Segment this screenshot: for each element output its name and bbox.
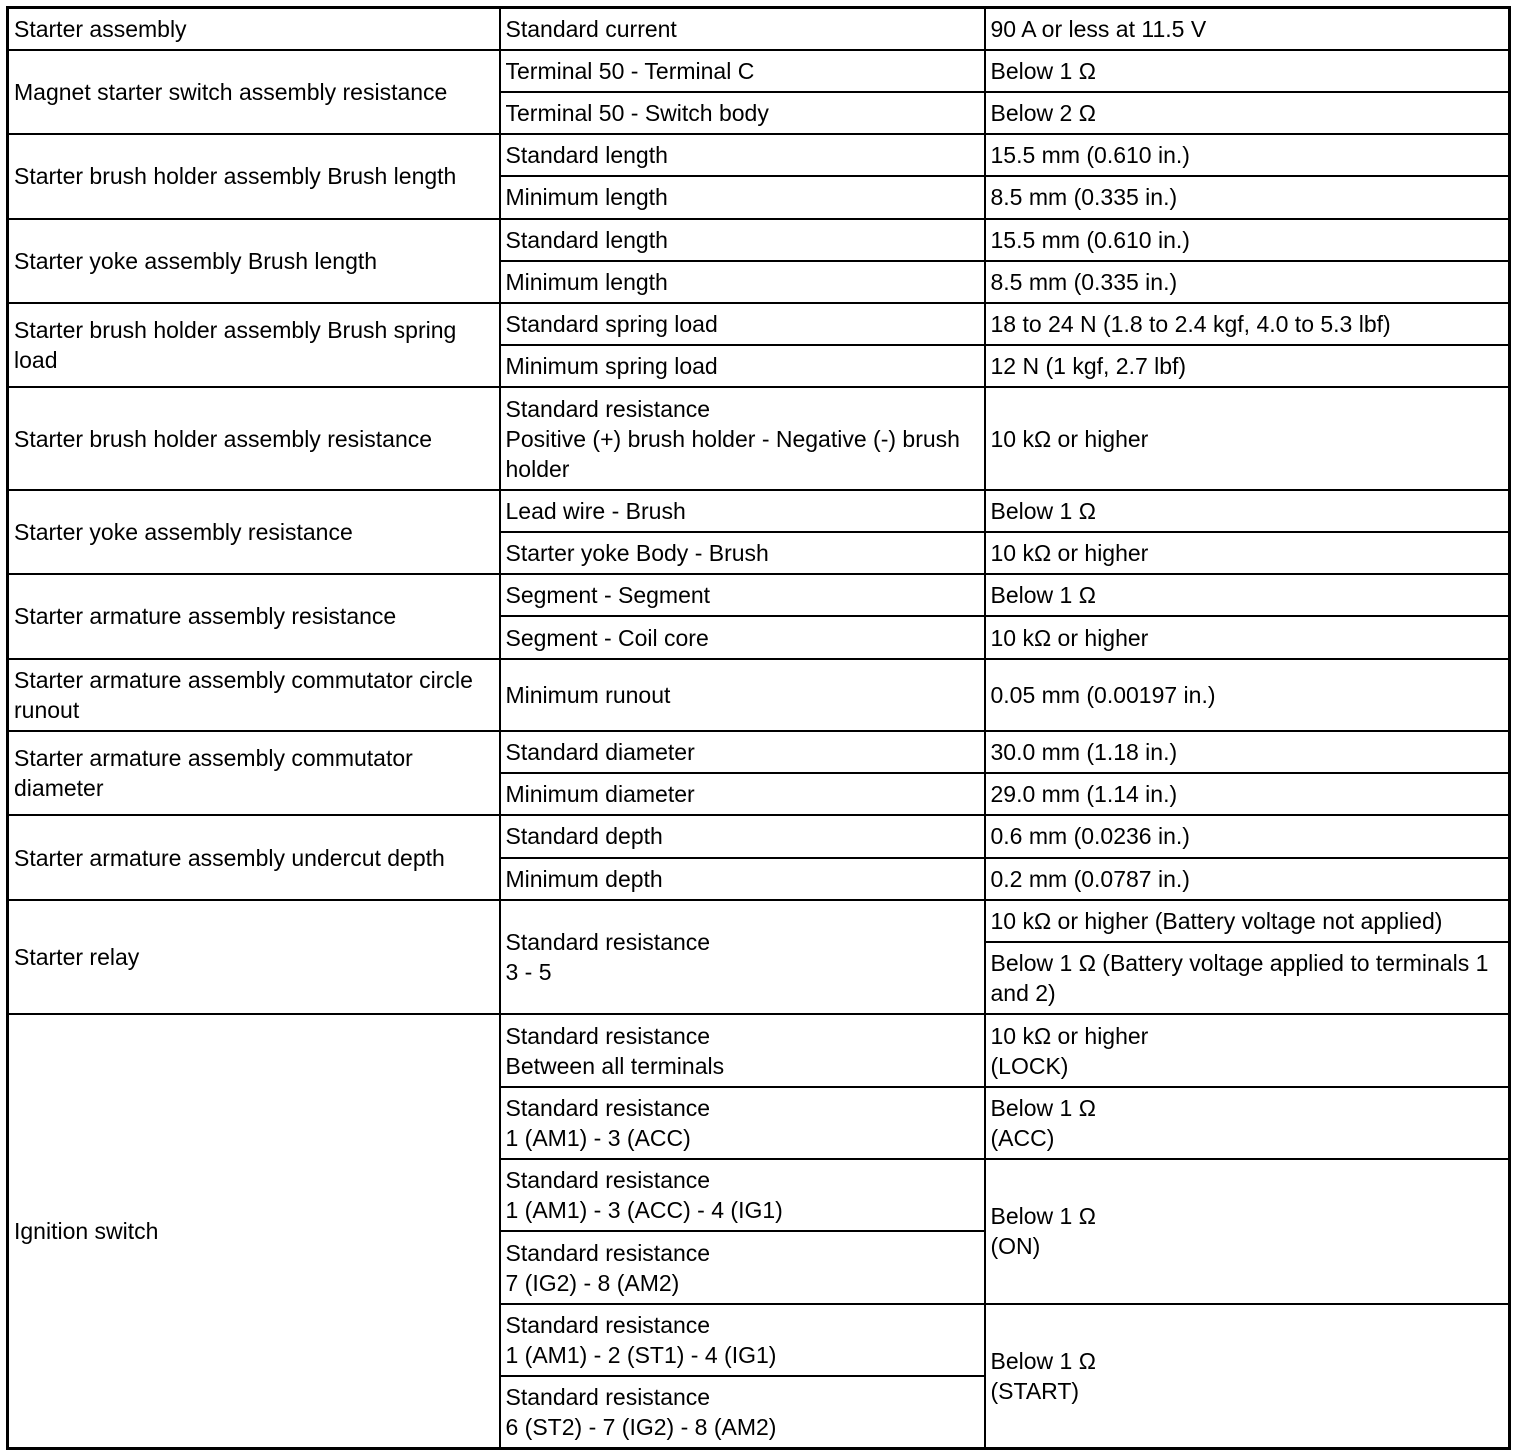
condition-cell: Standard length <box>500 219 985 261</box>
spec-cell: 10 kΩ or higher <box>985 387 1510 489</box>
item-cell: Starter armature assembly commutator diameter <box>8 731 500 815</box>
condition-cell <box>500 1087 985 1159</box>
condition-line: Standard resistance <box>505 1239 711 1266</box>
item-cell: Starter relay <box>8 900 500 1015</box>
spec-cell: 15.5 mm (0.610 in.) <box>985 134 1510 176</box>
spec-cell: 10 kΩ or higher <box>985 616 1510 658</box>
item-cell: Starter armature assembly undercut depth <box>8 815 500 899</box>
condition-cell: Segment - Coil core <box>500 616 985 658</box>
item-cell: Magnet starter switch assembly resistance <box>8 50 500 134</box>
spec-value: 10 kΩ or higher <box>990 1022 1149 1049</box>
spec-cell: Below 1 Ω <box>985 490 1510 532</box>
spec-position: (ACC) <box>990 1124 1055 1151</box>
table-row <box>8 219 1510 261</box>
table-row <box>8 659 1510 731</box>
spec-cell <box>985 1159 1510 1304</box>
spec-cell: Below 2 Ω <box>985 92 1510 134</box>
table-row <box>8 50 1510 92</box>
condition-line: Standard resistance <box>505 1022 711 1049</box>
spec-cell: 8.5 mm (0.335 in.) <box>985 176 1510 218</box>
condition-cell: Standard spring load <box>500 303 985 345</box>
table-row <box>8 490 1510 532</box>
spec-cell: 30.0 mm (1.18 in.) <box>985 731 1510 773</box>
spec-cell: 12 N (1 kgf, 2.7 lbf) <box>985 345 1510 387</box>
condition-cell <box>500 1376 985 1448</box>
item-cell: Starter yoke assembly resistance <box>8 490 500 574</box>
item-cell: Ignition switch <box>8 1014 500 1448</box>
table-row <box>8 574 1510 616</box>
spec-value: Below 1 Ω <box>990 1203 1096 1230</box>
condition-line: 1 (AM1) - 3 (ACC) <box>505 1124 691 1151</box>
spec-cell: 18 to 24 N (1.8 to 2.4 kgf, 4.0 to 5.3 lbf) <box>985 303 1510 345</box>
condition-line: Standard resistance <box>505 1167 711 1194</box>
item-cell: Starter assembly <box>8 8 500 50</box>
condition-line: 3 - 5 <box>505 959 552 986</box>
table-row <box>8 303 1510 345</box>
spec-cell <box>985 1087 1510 1159</box>
condition-cell <box>500 1304 985 1376</box>
spec-cell: 8.5 mm (0.335 in.) <box>985 261 1510 303</box>
condition-cell: Standard length <box>500 134 985 176</box>
condition-cell: Terminal 50 - Terminal C <box>500 50 985 92</box>
condition-line: Between all terminals <box>505 1052 725 1079</box>
item-cell: Starter brush holder assembly Brush length <box>8 134 500 218</box>
condition-line: Standard resistance <box>505 1384 711 1411</box>
condition-cell: Minimum spring load <box>500 345 985 387</box>
spec-cell: Below 1 Ω <box>985 50 1510 92</box>
condition-line: Positive (+) brush holder - Negative (-) brush holder <box>505 425 960 482</box>
condition-cell <box>500 387 985 489</box>
table-row <box>8 387 1510 489</box>
spec-position: (LOCK) <box>990 1052 1069 1079</box>
condition-cell: Segment - Segment <box>500 574 985 616</box>
spec-cell: 0.05 mm (0.00197 in.) <box>985 659 1510 731</box>
condition-cell <box>500 1231 985 1303</box>
condition-cell: Minimum length <box>500 261 985 303</box>
condition-cell: Starter yoke Body - Brush <box>500 532 985 574</box>
condition-cell: Standard depth <box>500 815 985 857</box>
condition-line: Standard resistance <box>505 1094 711 1121</box>
spec-cell: 0.2 mm (0.0787 in.) <box>985 858 1510 900</box>
spec-cell: Below 1 Ω <box>985 574 1510 616</box>
table-row <box>8 900 1510 942</box>
condition-cell: Standard diameter <box>500 731 985 773</box>
condition-line: 7 (IG2) - 8 (AM2) <box>505 1269 680 1296</box>
spec-cell: 29.0 mm (1.14 in.) <box>985 773 1510 815</box>
spec-cell: 10 kΩ or higher <box>985 532 1510 574</box>
condition-cell: Standard current <box>500 8 985 50</box>
item-cell: Starter armature assembly resistance <box>8 574 500 658</box>
specification-table <box>6 6 1511 1450</box>
condition-cell <box>500 1014 985 1086</box>
spec-cell <box>985 1014 1510 1086</box>
condition-cell: Minimum length <box>500 176 985 218</box>
condition-cell <box>500 900 985 1015</box>
condition-cell: Minimum runout <box>500 659 985 731</box>
spec-cell: 15.5 mm (0.610 in.) <box>985 219 1510 261</box>
condition-line: 1 (AM1) - 2 (ST1) - 4 (IG1) <box>505 1341 777 1368</box>
spec-value: Below 1 Ω <box>990 1347 1096 1374</box>
spec-cell <box>985 1304 1510 1449</box>
condition-line: Standard resistance <box>505 1311 711 1338</box>
table-row <box>8 731 1510 773</box>
table-row <box>8 1014 1510 1086</box>
spec-position: (ON) <box>990 1233 1041 1260</box>
condition-line: Standard resistance <box>505 929 711 956</box>
spec-table-container <box>6 6 1506 1448</box>
table-row <box>8 8 1510 50</box>
condition-line: Standard resistance <box>505 395 711 422</box>
condition-line: 1 (AM1) - 3 (ACC) - 4 (IG1) <box>505 1197 783 1224</box>
spec-cell: 90 A or less at 11.5 V <box>985 8 1510 50</box>
spec-position: (START) <box>990 1377 1080 1404</box>
spec-cell: 0.6 mm (0.0236 in.) <box>985 815 1510 857</box>
item-cell: Starter brush holder assembly resistance <box>8 387 500 489</box>
table-row <box>8 134 1510 176</box>
condition-cell: Minimum diameter <box>500 773 985 815</box>
condition-cell: Minimum depth <box>500 858 985 900</box>
condition-line: 6 (ST2) - 7 (IG2) - 8 (AM2) <box>505 1414 777 1441</box>
spec-value: Below 1 Ω <box>990 1094 1096 1121</box>
condition-cell: Terminal 50 - Switch body <box>500 92 985 134</box>
item-cell: Starter brush holder assembly Brush spring load <box>8 303 500 387</box>
item-cell: Starter armature assembly commutator circle runout <box>8 659 500 731</box>
condition-cell: Lead wire - Brush <box>500 490 985 532</box>
condition-cell <box>500 1159 985 1231</box>
item-cell: Starter yoke assembly Brush length <box>8 219 500 303</box>
table-row <box>8 815 1510 857</box>
spec-cell: Below 1 Ω (Battery voltage applied to terminals 1 and 2) <box>985 942 1510 1014</box>
spec-cell: 10 kΩ or higher (Battery voltage not applied) <box>985 900 1510 942</box>
